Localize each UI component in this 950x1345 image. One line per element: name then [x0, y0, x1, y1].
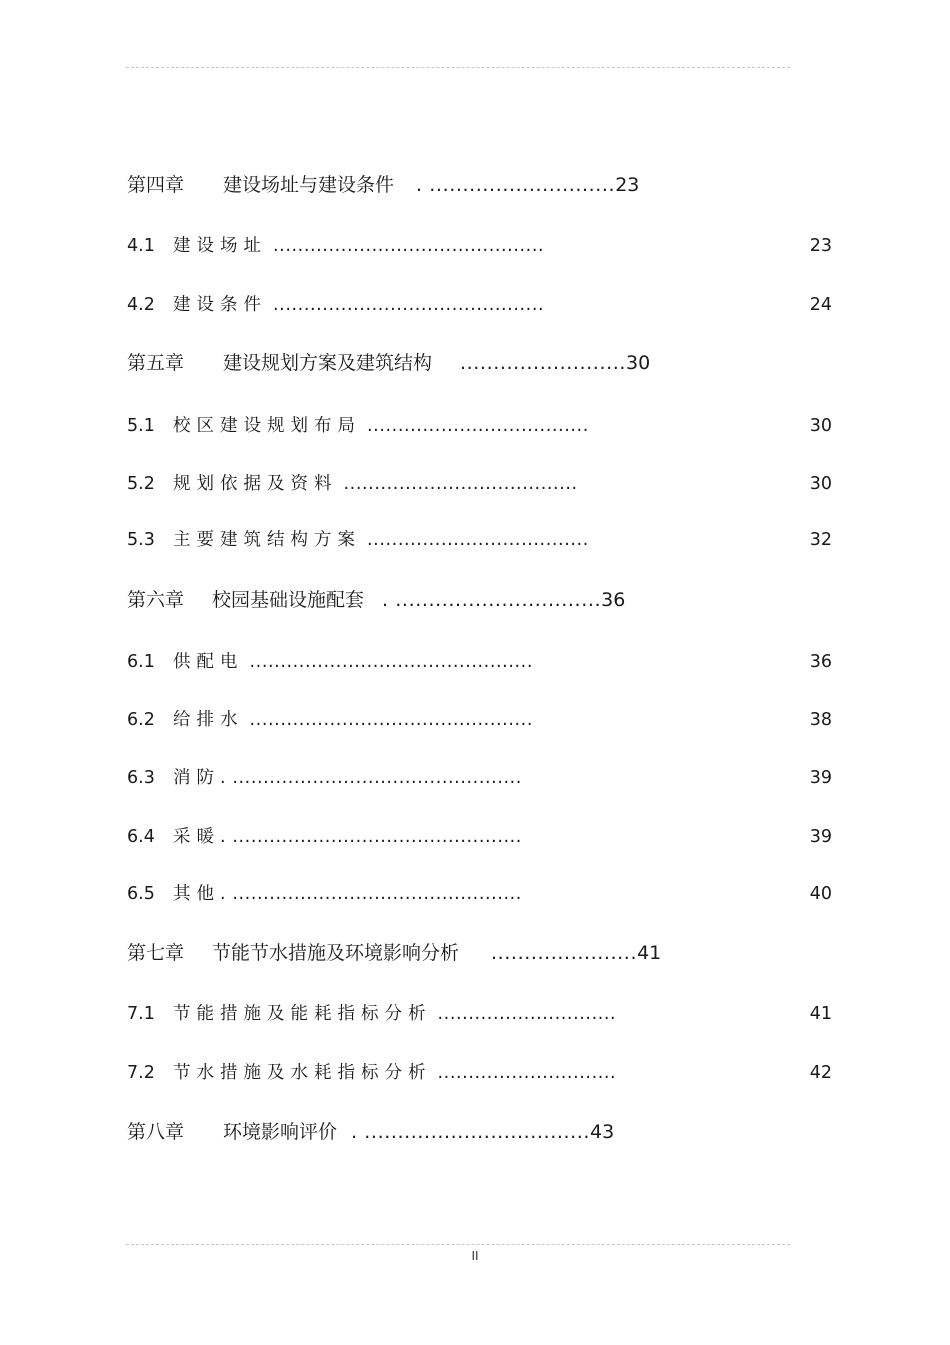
toc-number: 第六章	[127, 589, 185, 611]
toc-title: 给排水	[173, 710, 244, 730]
toc-chapter[interactable]	[127, 170, 639, 200]
toc-title: 其他	[173, 884, 220, 904]
toc-number: 6.2	[127, 710, 155, 730]
toc-title: 校区建设规划布局	[173, 416, 361, 436]
toc-leader: .........................	[460, 352, 627, 374]
toc-page: 30	[809, 474, 832, 494]
header-rule	[126, 67, 790, 68]
toc-number: 第八章	[127, 1121, 185, 1143]
toc-leader: ....................................	[367, 416, 589, 436]
toc-section[interactable]	[127, 647, 832, 677]
toc-chapter[interactable]	[127, 585, 625, 615]
toc-page: 36	[601, 589, 626, 611]
toc-leader: . ............................	[416, 174, 616, 196]
toc-title: 消防	[173, 768, 220, 788]
toc-number: 第五章	[127, 352, 185, 374]
toc-chapter[interactable]	[127, 348, 650, 378]
toc-title: 环境影响评价	[223, 1121, 338, 1143]
toc-chapter[interactable]	[127, 938, 661, 968]
toc-title: 节能节水措施及环境影响分析	[212, 942, 460, 964]
toc-title: 主要建筑结构方案	[173, 530, 361, 550]
toc-number: 7.2	[127, 1063, 155, 1083]
toc-title: 建设规划方案及建筑结构	[223, 352, 433, 374]
toc-number: 6.3	[127, 768, 155, 788]
toc-page: 23	[809, 236, 832, 256]
toc-page: 43	[590, 1121, 615, 1143]
toc-section[interactable]	[127, 879, 832, 909]
toc-title: 供配电	[173, 652, 244, 672]
toc-page: 41	[637, 942, 662, 964]
toc-section[interactable]	[127, 1058, 832, 1088]
toc-section[interactable]	[127, 705, 832, 735]
toc-leader: ..............................................	[249, 710, 533, 730]
toc-section[interactable]	[127, 763, 832, 793]
toc-leader: ............................................	[273, 295, 545, 315]
toc-number: 第四章	[127, 174, 185, 196]
toc-page: 30	[626, 352, 651, 374]
toc-title: 建设条件	[173, 295, 267, 315]
toc-section[interactable]	[127, 469, 832, 499]
toc-title: 规划依据及资料	[173, 474, 338, 494]
toc-leader: ............................................	[273, 236, 545, 256]
page-number: II	[471, 1249, 479, 1263]
toc-page: 40	[809, 884, 832, 904]
toc-page: 42	[809, 1063, 832, 1083]
toc-number: 5.2	[127, 474, 155, 494]
toc-section[interactable]	[127, 411, 832, 441]
toc-number: 4.1	[127, 236, 155, 256]
toc-section[interactable]	[127, 822, 832, 852]
toc-number: 5.3	[127, 530, 155, 550]
toc-title: 节水措施及水耗指标分析	[173, 1063, 432, 1083]
toc-section[interactable]	[127, 290, 832, 320]
toc-number: 5.1	[127, 416, 155, 436]
toc-leader: .............................	[437, 1004, 617, 1024]
toc-number: 6.5	[127, 884, 155, 904]
toc-page: 39	[809, 827, 832, 847]
toc-leader: . ...............................	[382, 589, 602, 611]
toc-leader: . ...............................................	[220, 768, 522, 788]
toc-number: 4.2	[127, 295, 155, 315]
toc-title: 建设场址	[173, 236, 267, 256]
toc-title: 建设场址与建设条件	[223, 174, 395, 196]
toc-page: 41	[809, 1004, 832, 1024]
toc-leader: .............................	[437, 1063, 617, 1083]
toc-title: 采暖	[173, 827, 220, 847]
toc-number: 6.4	[127, 827, 155, 847]
toc-section[interactable]	[127, 231, 832, 261]
toc-leader: . ...............................................	[220, 827, 522, 847]
toc-page: 38	[809, 710, 832, 730]
toc-title: 节能措施及能耗指标分析	[173, 1004, 432, 1024]
toc-leader: . ...............................................	[220, 884, 522, 904]
toc-section[interactable]	[127, 525, 832, 555]
toc-number: 第七章	[127, 942, 185, 964]
toc-leader: ......................................	[343, 474, 578, 494]
toc-page: 23	[615, 174, 640, 196]
toc-section[interactable]	[127, 999, 832, 1029]
toc-leader: ......................	[491, 942, 638, 964]
toc-page: 39	[809, 768, 832, 788]
toc-page: 32	[809, 530, 832, 550]
footer-rule	[126, 1244, 790, 1245]
toc-number: 6.1	[127, 652, 155, 672]
toc-leader: ....................................	[367, 530, 589, 550]
toc-page: 24	[809, 295, 832, 315]
toc-page: 30	[809, 416, 832, 436]
toc-title: 校园基础设施配套	[212, 589, 365, 611]
toc-page: 36	[809, 652, 832, 672]
toc-leader: ..............................................	[249, 652, 533, 672]
toc-chapter[interactable]	[127, 1117, 614, 1147]
toc-number: 7.1	[127, 1004, 155, 1024]
toc-leader: . ..................................	[351, 1121, 591, 1143]
